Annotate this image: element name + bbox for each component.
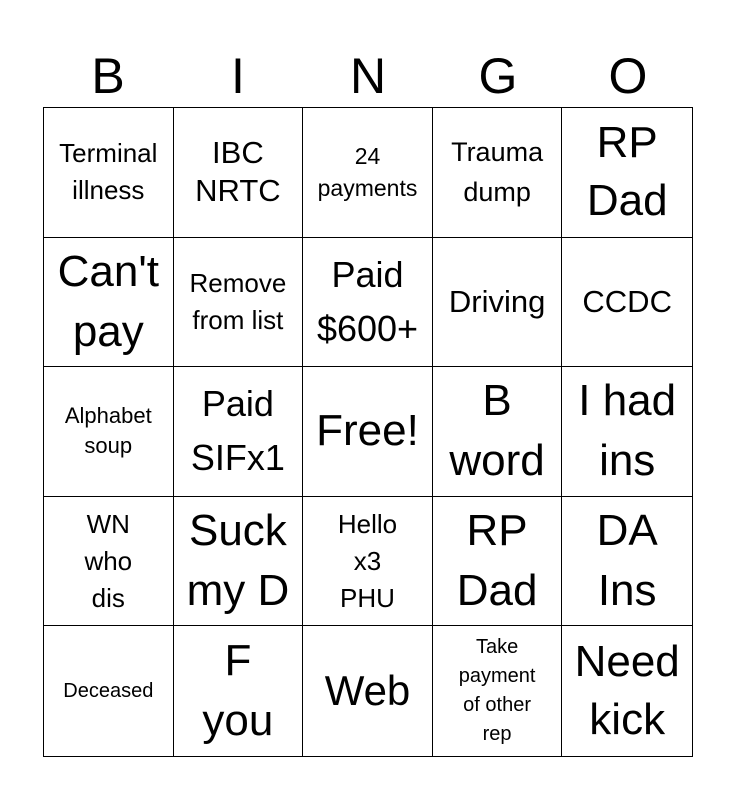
free-space-text: Free! [316, 406, 419, 456]
cell-text: RP Dad [586, 118, 668, 226]
bingo-cell[interactable] [44, 626, 174, 756]
cell-text: Remove from list [189, 267, 287, 335]
cell-text: Driving [448, 283, 546, 319]
bingo-cell[interactable] [174, 108, 304, 238]
bingo-cell[interactable] [44, 367, 174, 497]
cell-text: B word [449, 376, 545, 486]
bingo-cell[interactable] [433, 367, 563, 497]
cell-text: Take payment of other rep [458, 636, 536, 746]
bingo-cell[interactable] [174, 367, 304, 497]
cell-text: Trauma dump [451, 137, 544, 208]
bingo-header [43, 44, 693, 108]
bingo-cell[interactable] [562, 238, 692, 368]
bingo-cell[interactable] [174, 497, 304, 627]
cell-text: Terminal illness [59, 138, 158, 206]
bingo-cell[interactable] [433, 626, 563, 756]
cell-text: DA Ins [596, 506, 658, 616]
cell-text: I had ins [578, 376, 677, 486]
cell-text: Alphabet soup [64, 403, 152, 459]
free-space-cell[interactable] [303, 367, 433, 497]
cell-text: IBC NRTC [195, 135, 281, 209]
header-letter-i: I [231, 48, 245, 104]
header-letter-b: B [91, 48, 125, 104]
bingo-cell[interactable] [433, 497, 563, 627]
bingo-cell[interactable] [303, 626, 433, 756]
cell-text: Web [324, 667, 411, 715]
bingo-cell[interactable] [433, 238, 563, 368]
cell-text: F you [202, 636, 274, 746]
cell-text: WN who dis [84, 508, 133, 613]
cell-text: Paid $600+ [316, 253, 419, 349]
bingo-cell[interactable] [303, 108, 433, 238]
cell-text: 24 payments [317, 143, 418, 202]
bingo-grid [43, 107, 693, 757]
cell-text: Paid SIFx1 [190, 383, 285, 479]
bingo-cell[interactable] [562, 367, 692, 497]
bingo-cell[interactable] [44, 238, 174, 368]
cell-text: Hello x3 PHU [337, 508, 398, 613]
cell-text: CCDC [582, 283, 672, 319]
bingo-cell[interactable] [303, 238, 433, 368]
cell-text: Need kick [574, 637, 680, 745]
header-letter-o: O [608, 48, 648, 104]
cell-text: Suck my D [186, 506, 290, 616]
bingo-cell[interactable] [174, 626, 304, 756]
bingo-cell[interactable] [433, 108, 563, 238]
header-letter-n: N [349, 48, 387, 104]
cell-text: Deceased [63, 679, 154, 702]
cell-text: RP Dad [456, 506, 538, 616]
header-letter-g: G [478, 48, 518, 104]
bingo-cell[interactable] [562, 497, 692, 627]
bingo-cell[interactable] [44, 108, 174, 238]
bingo-cell[interactable] [303, 497, 433, 627]
bingo-cell[interactable] [562, 108, 692, 238]
bingo-cell[interactable] [174, 238, 304, 368]
bingo-cell[interactable] [44, 497, 174, 627]
cell-text: Can't pay [57, 246, 159, 356]
bingo-cell[interactable] [562, 626, 692, 756]
